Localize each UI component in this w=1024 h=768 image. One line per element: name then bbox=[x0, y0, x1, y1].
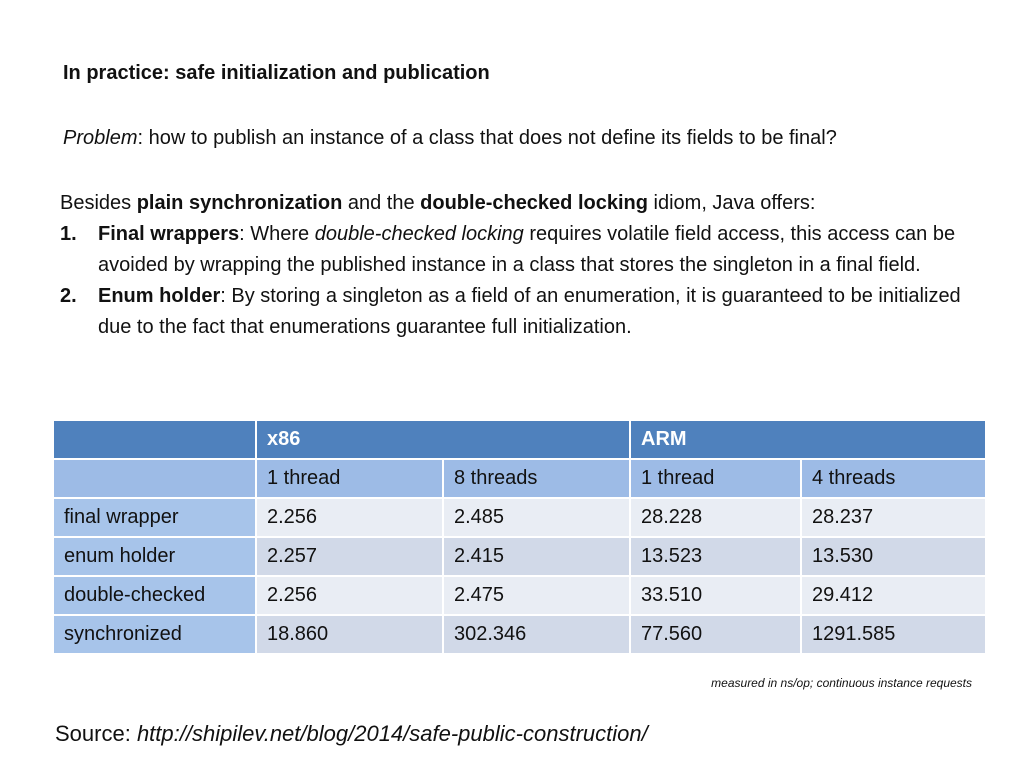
table-corner-cell bbox=[53, 420, 256, 459]
source-citation bbox=[55, 721, 648, 747]
item-text-b: requires volatile field access, this access can be avoided by wrapping the published instance in a class that stores the singleton in a final field. bbox=[98, 223, 956, 276]
item-title: Final wrappers bbox=[98, 223, 240, 245]
table-row bbox=[53, 576, 986, 615]
row-label: double-checked bbox=[53, 576, 256, 615]
table-cell: 2.256 bbox=[256, 576, 443, 615]
intro-prefix: Besides bbox=[60, 192, 137, 214]
table-cell: 2.485 bbox=[443, 498, 630, 537]
intro-suffix: idiom, Java offers: bbox=[647, 192, 816, 214]
item-text: : By storing a singleton as a field of an enumeration, it is guaranteed to be initialized due to the fact that enumerations guarantee full initialization. bbox=[98, 285, 961, 338]
list-item-enum-holder bbox=[60, 281, 990, 343]
table-cell: 302.346 bbox=[443, 615, 630, 654]
col-header: 1 thread bbox=[630, 459, 801, 498]
group-header-x86: x86 bbox=[256, 420, 630, 459]
item-italic: double-checked locking bbox=[314, 223, 524, 245]
table-cell: 2.256 bbox=[256, 498, 443, 537]
col-header: 1 thread bbox=[256, 459, 443, 498]
table-cell: 77.560 bbox=[630, 615, 801, 654]
options-block bbox=[60, 188, 990, 343]
table-cell: 1291.585 bbox=[801, 615, 986, 654]
table-cell: 2.415 bbox=[443, 537, 630, 576]
table-cell: 2.475 bbox=[443, 576, 630, 615]
table-row bbox=[53, 537, 986, 576]
col-header: 4 threads bbox=[801, 459, 986, 498]
list-number: 2. bbox=[60, 285, 77, 307]
table-cell: 13.530 bbox=[801, 537, 986, 576]
measurement-note: measured in ns/op; continuous instance requests bbox=[711, 676, 972, 690]
intro-line bbox=[60, 188, 990, 219]
item-text-a: : Where bbox=[239, 223, 315, 245]
benchmark-table bbox=[52, 419, 987, 655]
table-cell: 29.412 bbox=[801, 576, 986, 615]
source-label: Source: bbox=[55, 721, 137, 746]
intro-bold-dcl: double-checked locking bbox=[420, 192, 648, 214]
table-cell: 33.510 bbox=[630, 576, 801, 615]
table-cell: 2.257 bbox=[256, 537, 443, 576]
intro-bold-sync: plain synchronization bbox=[136, 192, 343, 214]
problem-statement bbox=[63, 127, 837, 150]
source-url[interactable]: http://shipilev.net/blog/2014/safe-public-construction/ bbox=[136, 721, 648, 746]
table-cell: 18.860 bbox=[256, 615, 443, 654]
problem-label: Problem bbox=[63, 127, 138, 149]
item-title: Enum holder bbox=[98, 285, 221, 307]
list-item-final-wrappers bbox=[60, 219, 990, 281]
col-header: 8 threads bbox=[443, 459, 630, 498]
table-subheader-blank bbox=[53, 459, 256, 498]
row-label: enum holder bbox=[53, 537, 256, 576]
table-cell: 13.523 bbox=[630, 537, 801, 576]
table-group-header-row bbox=[53, 420, 986, 459]
table-subheader-row bbox=[53, 459, 986, 498]
problem-text: : how to publish an instance of a class that does not define its fields to be final? bbox=[137, 127, 837, 149]
row-label: final wrapper bbox=[53, 498, 256, 537]
slide-title: In practice: safe initialization and publication bbox=[63, 62, 490, 84]
table-cell: 28.228 bbox=[630, 498, 801, 537]
group-header-arm: ARM bbox=[630, 420, 986, 459]
table-cell: 28.237 bbox=[801, 498, 986, 537]
intro-mid: and the bbox=[342, 192, 421, 214]
list-number: 1. bbox=[60, 223, 77, 245]
row-label: synchronized bbox=[53, 615, 256, 654]
table-row bbox=[53, 615, 986, 654]
table-row bbox=[53, 498, 986, 537]
